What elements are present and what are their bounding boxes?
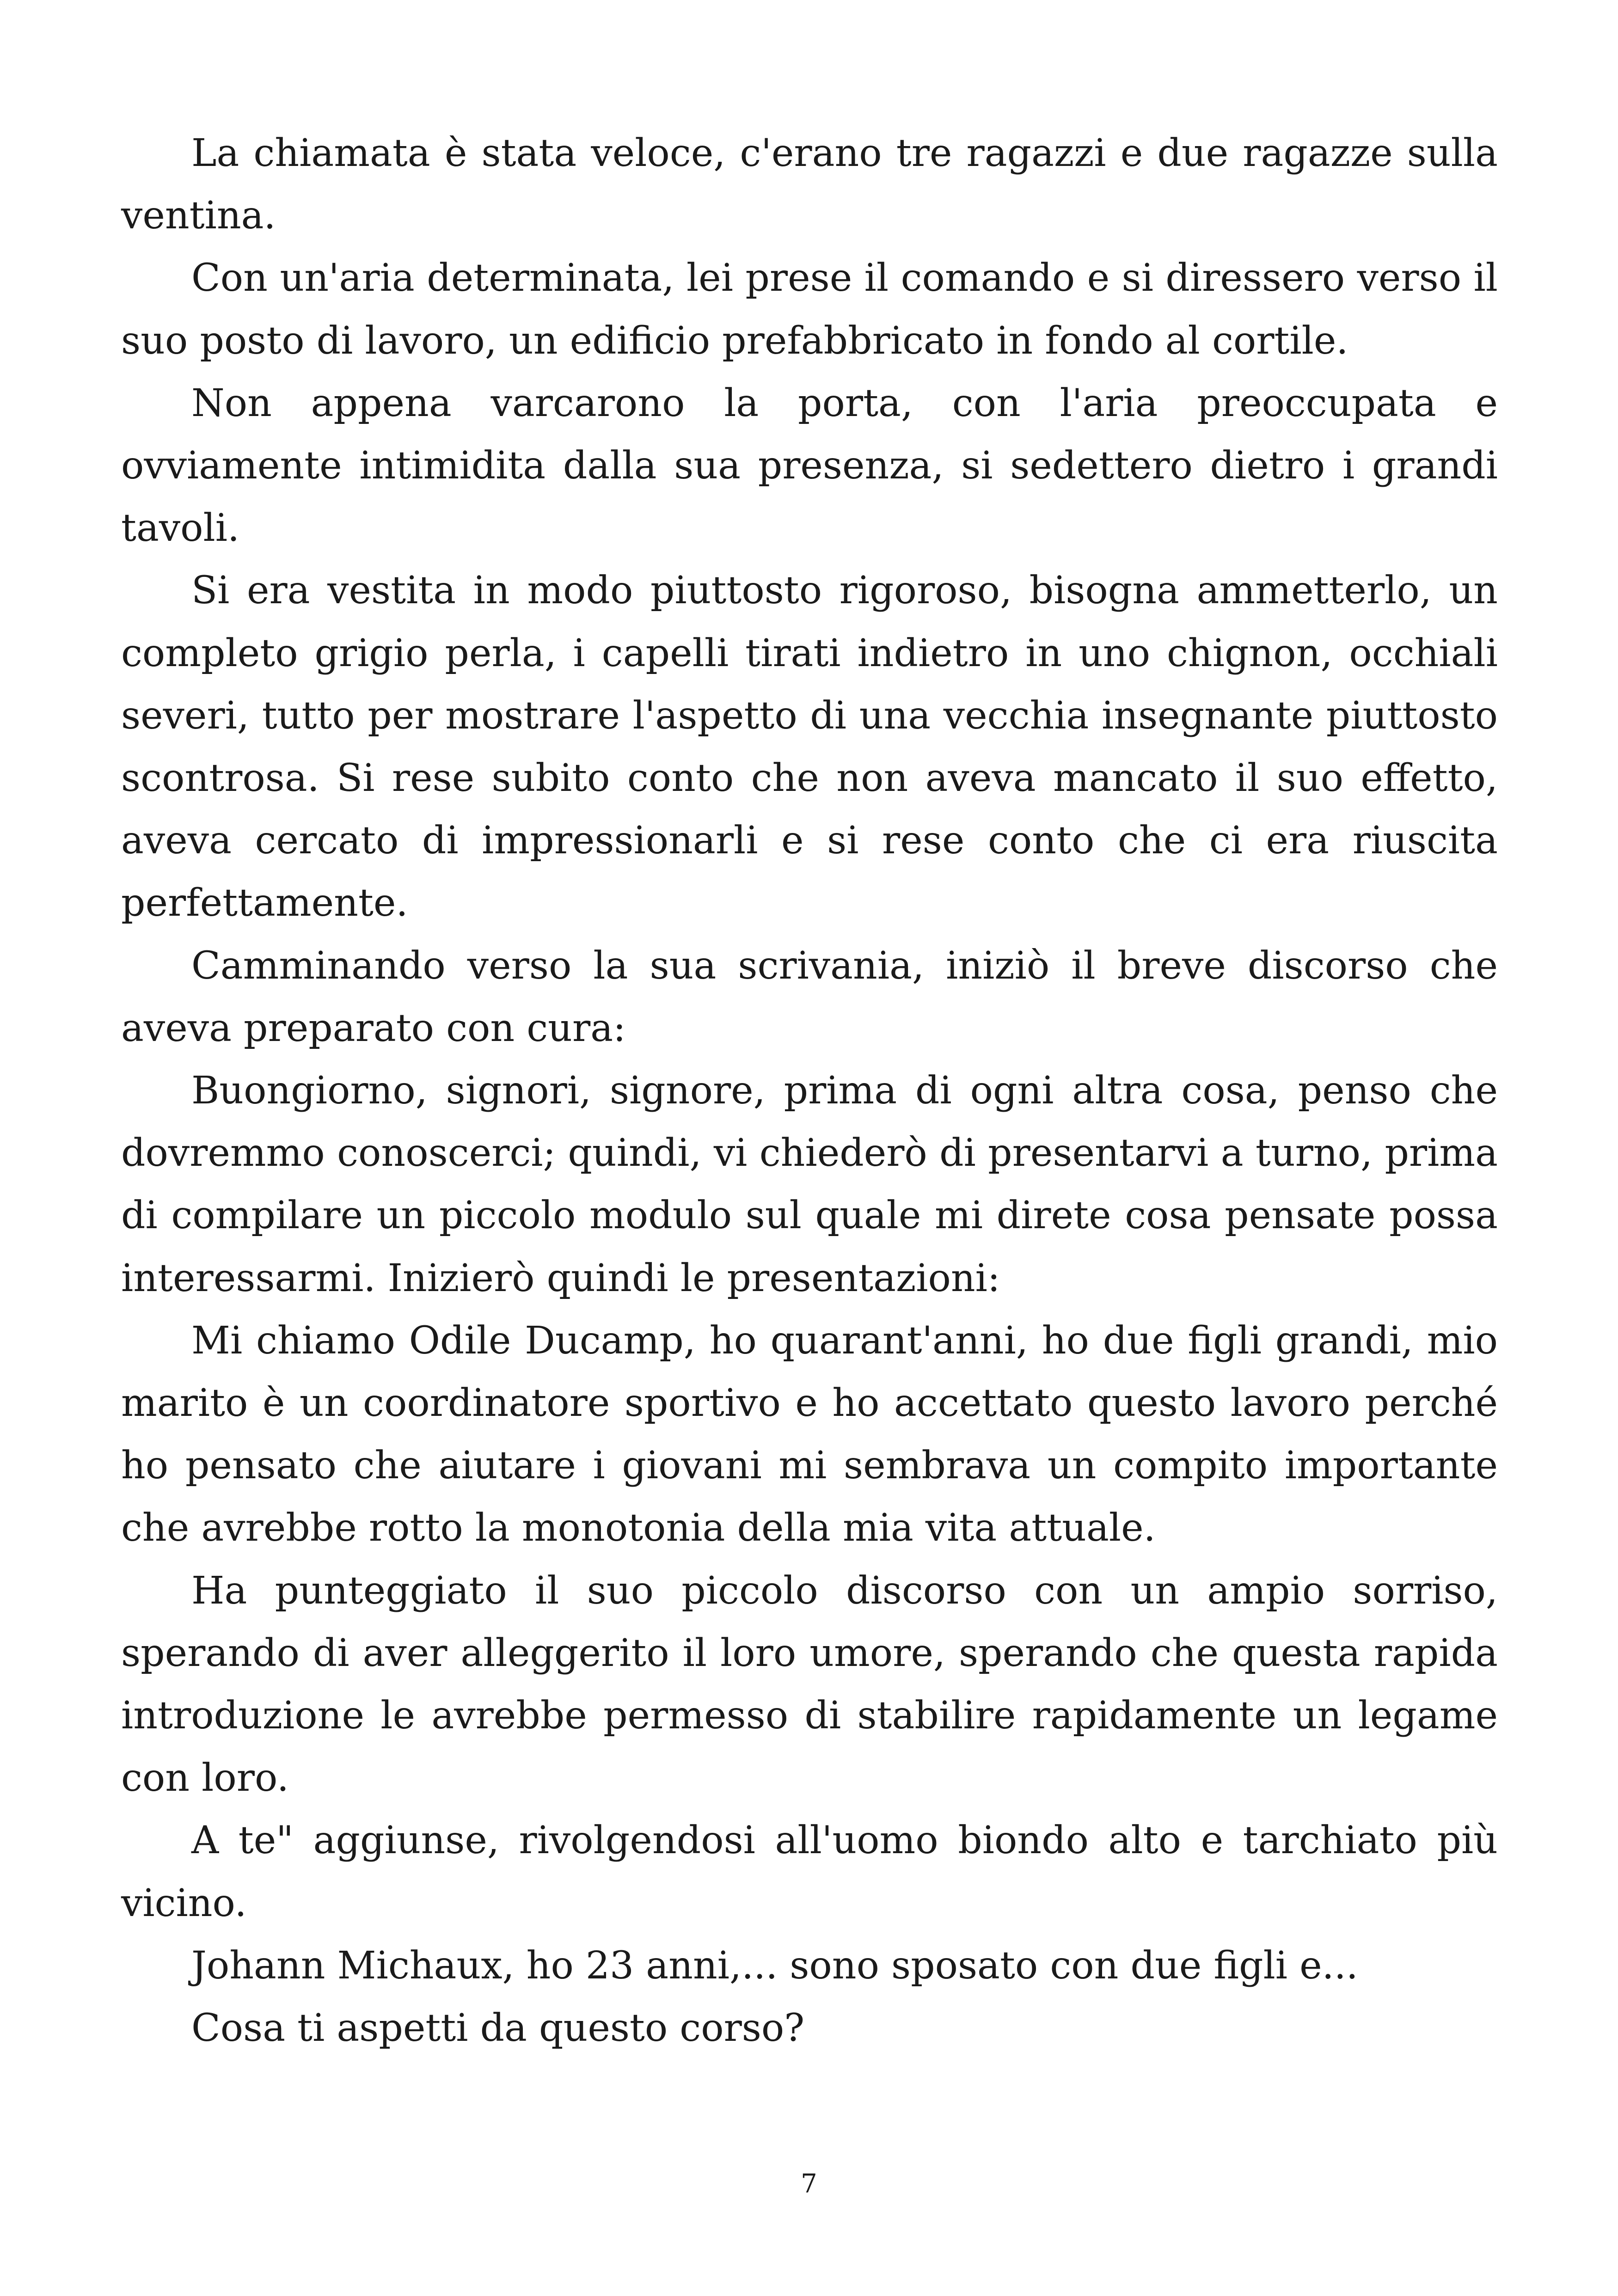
paragraph: Buongiorno, signori, signore, prima di ogni altra cosa, penso che dovremmo conoscerci; quindi, vi chiederò di presentarvi a turno, prima di compilare un piccolo modulo sul quale mi direte cosa pensate possa interessarmi. Inizierò quindi le presentazioni: [121, 1069, 1498, 1300]
paragraph: Johann Michaux, ho 23 anni,... sono sposato con due figli e... [191, 1943, 1358, 1988]
body-text [121, 122, 1498, 2059]
paragraph: Non appena varcarono la porta, con l'aria preoccupata e ovviamente intimidita dalla sua presenza, si sedettero dietro i grandi tavoli. [121, 381, 1498, 551]
paragraph: Mi chiamo Odile Ducamp, ho quarant'anni, ho due figli grandi, mio marito è un coordinatore sportivo e ho accettato questo lavoro perché ho pensato che aiutare i giovani mi sembrava un compito importante che avrebbe rotto la monotonia della mia vita attuale. [121, 1318, 1498, 1550]
paragraph: Con un'aria determinata, lei prese il comando e si diressero verso il suo posto di lavoro, un edificio prefabbricato in fondo al cortile. [121, 256, 1498, 363]
paragraph: A te" aggiunse, rivolgendosi all'uomo biondo alto e tarchiato più vicino. [121, 1818, 1498, 1925]
paragraph: Cosa ti aspetti da questo corso? [191, 2006, 805, 2051]
page-number: 7 [801, 2169, 817, 2199]
paragraph: Camminando verso la sua scrivania, iniziò il breve discorso che aveva preparato con cura: [121, 943, 1498, 1050]
paragraph: Ha punteggiato il suo piccolo discorso con un ampio sorriso, sperando di aver alleggerito il loro umore, sperando che questa rapida introduzione le avrebbe permesso di stabilire rapidamente un legame con loro. [121, 1568, 1498, 1800]
paragraph: La chiamata è stata veloce, c'erano tre ragazzi e due ragazze sulla ventina. [121, 131, 1498, 238]
paragraph: Si era vestita in modo piuttosto rigoroso, bisogna ammetterlo, un completo grigio perla, i capelli tirati indietro in uno chignon, occhiali severi, tutto per mostrare l'aspetto di una vecchia insegnante piuttosto scontrosa. Si rese subito conto che non aveva mancato il suo effetto, aveva cercato di impressionarli e si rese conto che ci era riuscita perfettamente. [121, 569, 1498, 925]
